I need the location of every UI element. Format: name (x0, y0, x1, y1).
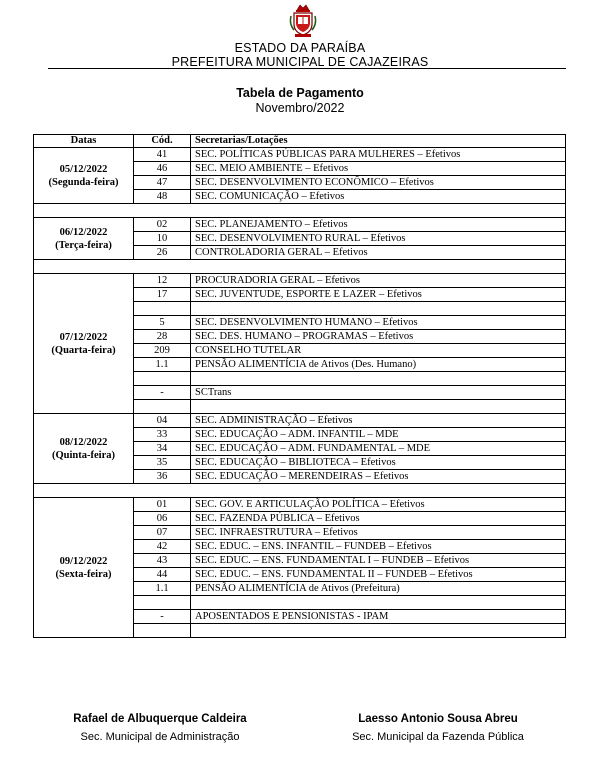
department-cell (191, 302, 566, 316)
date-cell (34, 218, 134, 260)
department-cell: SEC. DESENVOLVIMENTO HUMANO – Efetivos (191, 316, 566, 330)
code-cell: 01 (134, 498, 191, 512)
separator-row (34, 204, 566, 218)
department-cell: CONSELHO TUTELAR (191, 344, 566, 358)
state-name: ESTADO DA PARAÍBA (234, 41, 366, 55)
table-header-row (34, 135, 566, 148)
table-row (34, 148, 566, 162)
department-cell: SEC. INFRAESTRUTURA – Efetivos (191, 526, 566, 540)
code-cell: 17 (134, 288, 191, 302)
code-cell: 26 (134, 246, 191, 260)
department-cell (191, 596, 566, 610)
code-cell: 47 (134, 176, 191, 190)
department-cell: SEC. ADMINISTRAÇÃO – Efetivos (191, 414, 566, 428)
separator-row (34, 484, 566, 498)
payment-date: 05/12/2022 (59, 163, 108, 175)
code-cell: 07 (134, 526, 191, 540)
payment-date: 08/12/2022 (59, 436, 108, 448)
table-row (34, 414, 566, 428)
department-cell: SEC. EDUCAÇÃO – ADM. FUNDAMENTAL – MDE (191, 442, 566, 456)
department-cell: APOSENTADOS E PENSIONISTAS - IPAM (191, 610, 566, 624)
weekday: (Segunda-feira) (48, 176, 119, 188)
code-cell: 46 (134, 162, 191, 176)
page-title: Tabela de Pagamento (236, 86, 364, 100)
department-cell: SEC. JUVENTUDE, ESPORTE E LAZER – Efetivos (191, 288, 566, 302)
code-cell: 36 (134, 470, 191, 484)
department-cell: CONTROLADORIA GERAL – Efetivos (191, 246, 566, 260)
department-cell: SEC. POLÍTICAS PÚBLICAS PARA MULHERES – Efetivos (191, 148, 566, 162)
weekday: (Quinta-feira) (52, 449, 115, 461)
header-departments: Secretarias/Lotações (191, 135, 566, 148)
header-code: Cód. (134, 135, 191, 148)
department-cell (191, 624, 566, 638)
code-cell: 34 (134, 442, 191, 456)
department-cell: SEC. DES. HUMANO – PROGRAMAS – Efetivos (191, 330, 566, 344)
weekday: (Terça-feira) (55, 239, 112, 251)
department-cell: SEC. EDUCAÇÃO – BIBLIOTECA – Efetivos (191, 456, 566, 470)
code-cell (134, 400, 191, 414)
code-cell: 209 (134, 344, 191, 358)
code-cell: 35 (134, 456, 191, 470)
coat-of-arms-icon (288, 2, 318, 38)
code-cell (134, 372, 191, 386)
signature-name-left: Rafael de Albuquerque Caldeira (73, 713, 247, 725)
payment-date: 09/12/2022 (59, 555, 108, 567)
code-cell: 1.1 (134, 582, 191, 596)
separator-cell (34, 204, 566, 218)
header-dates: Datas (34, 135, 134, 148)
department-cell: PROCURADORIA GERAL – Efetivos (191, 274, 566, 288)
department-cell: SEC. EDUC. – ENS. FUNDAMENTAL II – FUNDEB – Efetivos (191, 568, 566, 582)
department-cell (191, 372, 566, 386)
page-period: Novembro/2022 (255, 101, 345, 115)
separator-cell (34, 484, 566, 498)
date-cell (34, 498, 134, 638)
date-cell (34, 414, 134, 484)
department-cell: SEC. COMUNICAÇÃO – Efetivos (191, 190, 566, 204)
separator-cell (34, 260, 566, 274)
code-cell: 33 (134, 428, 191, 442)
code-cell: 06 (134, 512, 191, 526)
payment-table (33, 134, 566, 638)
weekday: (Sexta-feira) (55, 568, 112, 580)
department-cell: SEC. DESENVOLVIMENTO RURAL – Efetivos (191, 232, 566, 246)
header-divider (48, 68, 566, 69)
municipality-name: PREFEITURA MUNICIPAL DE CAJAZEIRAS (171, 55, 429, 69)
department-cell: SEC. FAZENDA PÚBLICA – Efetivos (191, 512, 566, 526)
department-cell: SCTrans (191, 386, 566, 400)
code-cell: - (134, 610, 191, 624)
weekday: (Quarta-feira) (51, 344, 116, 356)
code-cell (134, 302, 191, 316)
department-cell: SEC. EDUC. – ENS. FUNDAMENTAL I – FUNDEB – Efetivos (191, 554, 566, 568)
table-row (34, 218, 566, 232)
code-cell: - (134, 386, 191, 400)
table-row (34, 274, 566, 288)
code-cell: 10 (134, 232, 191, 246)
department-cell: SEC. EDUCAÇÃO – ADM. INFANTIL – MDE (191, 428, 566, 442)
payment-date: 07/12/2022 (59, 331, 108, 343)
code-cell: 43 (134, 554, 191, 568)
code-cell (134, 596, 191, 610)
code-cell: 41 (134, 148, 191, 162)
separator-row (34, 260, 566, 274)
code-cell (134, 624, 191, 638)
department-cell: SEC. DESENVOLVIMENTO ECONÔMICO – Efetivos (191, 176, 566, 190)
department-cell: SEC. EDUCAÇÃO – MERENDEIRAS – Efetivos (191, 470, 566, 484)
code-cell: 1.1 (134, 358, 191, 372)
department-cell: SEC. PLANEJAMENTO – Efetivos (191, 218, 566, 232)
signature-role-left: Sec. Municipal de Administração (80, 731, 240, 743)
code-cell: 02 (134, 218, 191, 232)
signature-name-right: Laesso Antonio Sousa Abreu (358, 713, 518, 725)
code-cell: 44 (134, 568, 191, 582)
code-cell: 48 (134, 190, 191, 204)
date-cell (34, 148, 134, 204)
signature-role-right: Sec. Municipal da Fazenda Pública (352, 731, 524, 743)
code-cell: 28 (134, 330, 191, 344)
code-cell: 12 (134, 274, 191, 288)
department-cell: PENSÃO ALIMENTÍCIA de Ativos (Des. Humano) (191, 358, 566, 372)
code-cell: 04 (134, 414, 191, 428)
payment-date: 06/12/2022 (59, 226, 108, 238)
code-cell: 5 (134, 316, 191, 330)
date-cell (34, 274, 134, 414)
department-cell: SEC. MEIO AMBIENTE – Efetivos (191, 162, 566, 176)
department-cell: SEC. GOV. E ARTICULAÇÃO POLÍTICA – Efetivos (191, 498, 566, 512)
code-cell: 42 (134, 540, 191, 554)
department-cell: PENSÃO ALIMENTÍCIA de Ativos (Prefeitura) (191, 582, 566, 596)
department-cell: SEC. EDUC. – ENS. INFANTIL – FUNDEB – Efetivos (191, 540, 566, 554)
department-cell (191, 400, 566, 414)
table-row (34, 498, 566, 512)
